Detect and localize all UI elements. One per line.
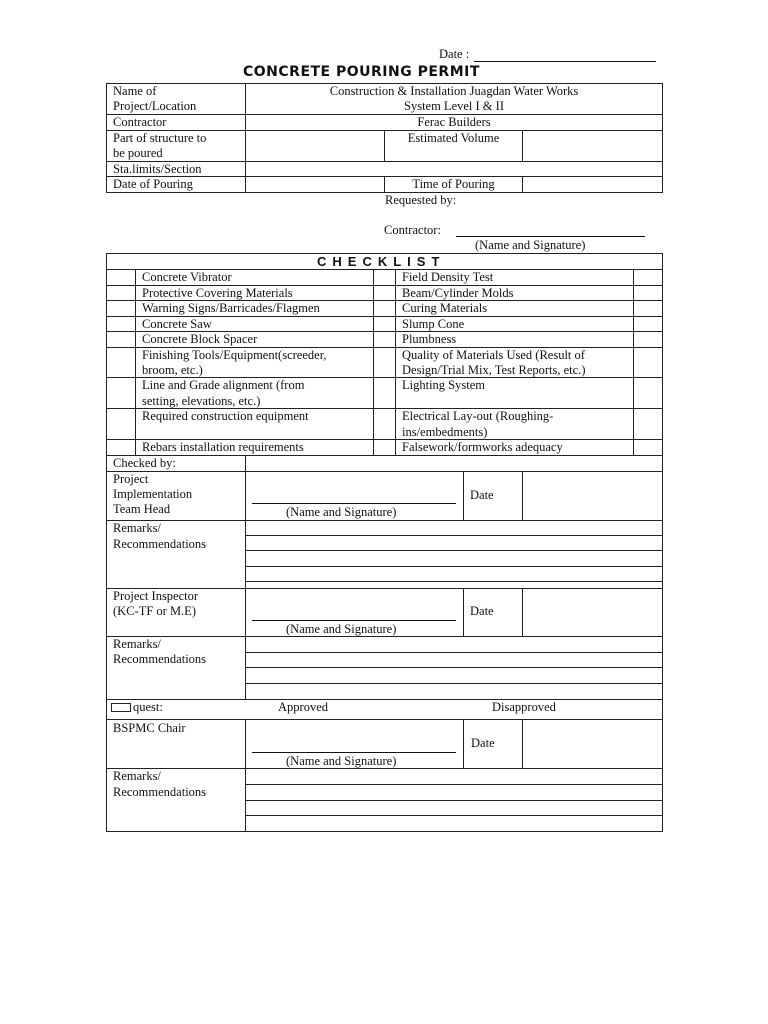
bspmc-date-field[interactable]: [523, 720, 662, 767]
checklist-heading: CHECKLIST: [317, 254, 446, 269]
remarks-label: Recommendations: [113, 785, 207, 799]
sta-label: Sta.limits/Section: [113, 162, 202, 176]
inspector-date-label: Date: [470, 604, 494, 618]
checklist-item: Quality of Materials Used (Result of: [402, 348, 585, 362]
remarks-label: Remarks/: [113, 769, 161, 783]
checklist-checkbox-left[interactable]: [107, 286, 134, 300]
checklist-checkbox-right[interactable]: [374, 409, 395, 438]
checklist-checkbox-right[interactable]: [374, 270, 395, 284]
checklist-item: broom, etc.): [142, 363, 203, 377]
checklist-item: Beam/Cylinder Molds: [402, 286, 514, 300]
project-value[interactable]: System Level I & II: [404, 99, 504, 113]
date-pouring-field[interactable]: [246, 177, 383, 192]
name-signature-caption: (Name and Signature): [286, 505, 397, 519]
checklist-item: Lighting System: [402, 378, 485, 392]
team-head-label: Project: [113, 472, 149, 486]
page-title: CONCRETE POURING PERMIT: [243, 64, 480, 80]
checklist-item: Electrical Lay-out (Roughing-: [402, 409, 554, 423]
checklist-checkbox-right[interactable]: [374, 286, 395, 300]
remarks-field[interactable]: [246, 769, 662, 831]
team-head-label: Team Head: [113, 502, 171, 516]
estimated-volume-label: Estimated Volume: [407, 131, 500, 145]
remarks-label: Recommendations: [113, 652, 207, 666]
bspmc-label: BSPMC Chair: [113, 721, 186, 735]
checklist-item: Curing Materials: [402, 301, 488, 315]
checklist-item: Protective Covering Materials: [142, 286, 293, 300]
checklist-item: Concrete Block Spacer: [142, 332, 258, 346]
checklist-checkbox-right[interactable]: [374, 378, 395, 407]
team-head-date-label: Date: [470, 488, 494, 502]
checklist-item: Design/Trial Mix, Test Reports, etc.): [402, 363, 586, 377]
checklist-item: Concrete Vibrator: [142, 270, 232, 284]
team-head-signature-line[interactable]: [252, 503, 456, 504]
request-contractor-label: Contractor:: [384, 223, 441, 237]
checklist-checkbox-left[interactable]: [107, 301, 134, 315]
checklist-checkbox-right[interactable]: [374, 332, 395, 346]
checklist-checkbox-left[interactable]: [107, 348, 134, 377]
checklist-item: Required construction equipment: [142, 409, 309, 423]
checklist-checkbox-left[interactable]: [107, 332, 134, 346]
part-field[interactable]: [246, 131, 383, 160]
time-pouring-label: Time of Pouring: [412, 177, 495, 191]
part-label: Part of structure to: [113, 131, 207, 145]
team-head-label: Implementation: [113, 487, 193, 501]
checklist-item: Slump Cone: [402, 317, 465, 331]
inspector-date-field[interactable]: [523, 589, 662, 635]
name-signature-caption: (Name and Signature): [286, 622, 397, 636]
requested-by-label: Requested by:: [385, 193, 457, 207]
date-line[interactable]: [474, 61, 656, 62]
inspector-signature-line[interactable]: [252, 620, 456, 621]
time-pouring-field[interactable]: [523, 177, 662, 192]
request-label: quest:: [133, 700, 163, 714]
request-signature-line[interactable]: [456, 236, 645, 237]
checklist-item: Line and Grade alignment (from: [142, 378, 305, 392]
remarks-label: Recommendations: [113, 537, 207, 551]
inspector-label: (KC-TF or M.E): [113, 604, 196, 618]
checklist-checkbox-left[interactable]: [107, 378, 134, 407]
project-label: Name of: [113, 84, 157, 98]
bspmc-signature-line[interactable]: [252, 752, 456, 753]
checklist-item: Rebars installation requirements: [142, 440, 304, 454]
project-value[interactable]: Construction & Installation Juagdan Water Works: [329, 84, 579, 98]
date-pouring-label: Date of Pouring: [113, 177, 193, 191]
checklist-checkbox-left[interactable]: [107, 440, 134, 455]
bspmc-date-label: Date: [471, 736, 495, 750]
checked-by-label: Checked by:: [113, 456, 176, 470]
name-signature-caption: (Name and Signature): [475, 238, 586, 252]
checklist-item: ins/embedments): [402, 425, 488, 439]
checklist-item: Warning Signs/Barricades/Flagmen: [142, 301, 320, 315]
checklist-item: Field Density Test: [402, 270, 494, 284]
name-signature-caption: (Name and Signature): [286, 754, 397, 768]
team-head-date-field[interactable]: [523, 472, 662, 519]
estimated-volume-field[interactable]: [523, 131, 662, 160]
checklist-checkbox-left[interactable]: [107, 409, 134, 438]
checklist-checkbox-right[interactable]: [374, 348, 395, 377]
checklist-item: Finishing Tools/Equipment(screeder,: [142, 348, 327, 362]
approved-option[interactable]: Approved: [278, 700, 328, 714]
checklist-checkbox-left[interactable]: [107, 270, 134, 284]
date-label: Date :: [439, 47, 470, 61]
checklist-item: Concrete Saw: [142, 317, 212, 331]
checklist-item: Plumbness: [402, 332, 457, 346]
checklist-checkbox-right[interactable]: [374, 440, 395, 455]
checklist-item: setting, elevations, etc.): [142, 394, 261, 408]
checklist-item: Falsework/formworks adequacy: [402, 440, 563, 454]
inspector-label: Project Inspector: [113, 589, 199, 603]
disapproved-option[interactable]: Disapproved: [492, 700, 556, 714]
remarks-label: Remarks/: [113, 521, 161, 535]
project-label: Project/Location: [113, 99, 197, 113]
contractor-label: Contractor: [113, 115, 167, 129]
remarks-field[interactable]: [246, 521, 662, 581]
checklist-checkbox-left[interactable]: [107, 317, 134, 331]
checklist-checkbox-right[interactable]: [374, 317, 395, 331]
request-checkbox[interactable]: [111, 703, 131, 712]
contractor-value[interactable]: Ferac Builders: [417, 115, 491, 129]
checklist-checkbox-right[interactable]: [374, 301, 395, 315]
part-label: be poured: [113, 146, 163, 160]
remarks-field[interactable]: [246, 637, 662, 698]
sta-field[interactable]: [246, 162, 662, 176]
remarks-label: Remarks/: [113, 637, 161, 651]
